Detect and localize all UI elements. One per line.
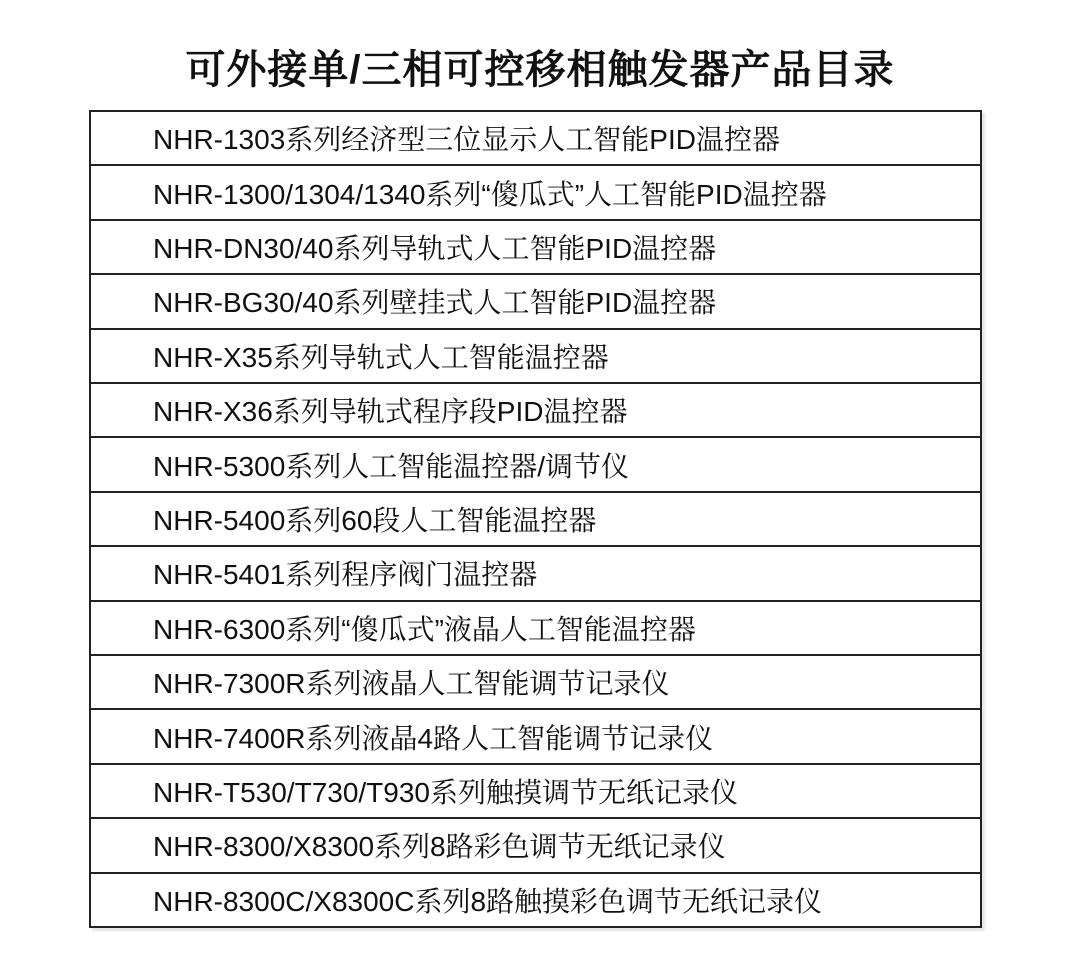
product-catalog-table [89,110,982,928]
table-row: NHR-DN30/40系列导轨式人工智能PID温控器 [91,219,980,273]
table-row: NHR-BG30/40系列壁挂式人工智能PID温控器 [91,273,980,327]
table-row: NHR-6300系列“傻瓜式”液晶人工智能温控器 [91,600,980,654]
table-row: NHR-5400系列60段人工智能温控器 [91,491,980,545]
table-row: NHR-1300/1304/1340系列“傻瓜式”人工智能PID温控器 [91,164,980,218]
table-row: NHR-T530/T730/T930系列触摸调节无纸记录仪 [91,763,980,817]
table-row: NHR-X35系列导轨式人工智能温控器 [91,328,980,382]
table-row: NHR-7300R系列液晶人工智能调节记录仪 [91,654,980,708]
page-title: 可外接单/三相可控移相触发器产品目录 [185,48,895,92]
table-row: NHR-8300C/X8300C系列8路触摸彩色调节无纸记录仪 [91,872,980,926]
table-row: NHR-1303系列经济型三位显示人工智能PID温控器 [153,124,780,156]
table-row: NHR-8300/X8300系列8路彩色调节无纸记录仪 [91,817,980,871]
table-row: NHR-5401系列程序阀门温控器 [91,545,980,599]
table-row: NHR-X36系列导轨式程序段PID温控器 [91,382,980,436]
table-row: NHR-5300系列人工智能温控器/调节仪 [91,436,980,490]
table-row: NHR-7400R系列液晶4路人工智能调节记录仪 [91,708,980,762]
